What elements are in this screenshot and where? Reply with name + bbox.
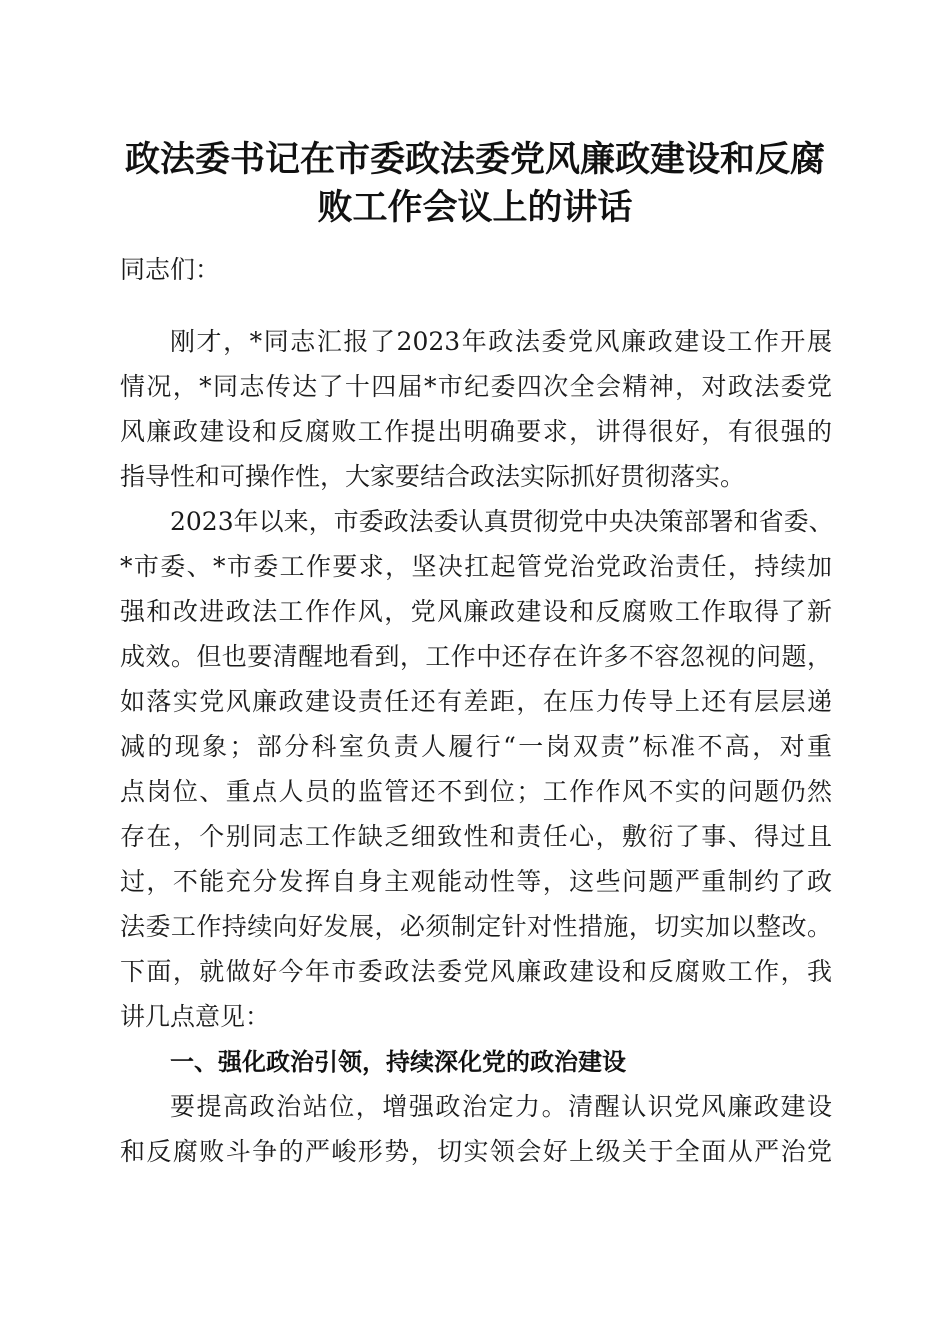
paragraph-2-line: 讲几点意见： (120, 1002, 271, 1031)
paragraph-2-line: 如落实党风廉政建设责任还有差距，在压力传导上还有层层递 (120, 687, 832, 716)
document-title-line-2: 败工作会议上的讲话 (317, 187, 633, 228)
paragraph-1-line: 情况，*同志传达了十四届*市纪委四次全会精神，对政法委党 (120, 372, 832, 401)
paragraph-2-line: 存在，个别同志工作缺乏细致性和责任心，敷衍了事、得过且 (120, 822, 832, 851)
paragraph-2-line: 2023年以来，市委政法委认真贯彻党中央决策部署和省委、 (170, 507, 834, 536)
paragraph-2-line: 下面，就做好今年市委政法委党风廉政建设和反腐败工作，我 (120, 957, 832, 986)
section-1-heading: 一、强化政治引领，持续深化党的政治建设 (170, 1048, 626, 1076)
paragraph-1-line: 刚才，*同志汇报了2023年政法委党风廉政建设工作开展 (170, 327, 832, 356)
paragraph-2-line: *市委、*市委工作要求，坚决扛起管党治党政治责任，持续加 (120, 552, 832, 581)
paragraph-1-line: 风廉政建设和反腐败工作提出明确要求，讲得很好，有很强的 (120, 417, 832, 446)
document-title-line-1: 政法委书记在市委政法委党风廉政建设和反腐 (124, 139, 825, 180)
paragraph-3-line: 和反腐败斗争的严峻形势，切实领会好上级关于全面从严治党 (120, 1137, 832, 1166)
paragraph-2-line: 法委工作持续向好发展，必须制定针对性措施，切实加以整改。 (120, 912, 832, 941)
paragraph-2-line: 强和改进政法工作作风，党风廉政建设和反腐败工作取得了新 (120, 597, 832, 626)
paragraph-2-line: 点岗位、重点人员的监管还不到位；工作作风不实的问题仍然 (120, 777, 832, 806)
paragraph-3-line: 要提高政治站位，增强政治定力。清醒认识党风廉政建设 (170, 1092, 832, 1121)
salutation: 同志们： (120, 255, 221, 284)
paragraph-2-line: 减的现象；部分科室负责人履行“一岗双责”标准不高，对重 (120, 732, 832, 761)
paragraph-2-line: 成效。但也要清醒地看到，工作中还存在许多不容忽视的问题， (120, 642, 832, 671)
paragraph-2-line: 过，不能充分发挥自身主观能动性等，这些问题严重制约了政 (120, 867, 832, 896)
paragraph-1-line: 指导性和可操作性，大家要结合政法实际抓好贯彻落实。 (120, 462, 746, 491)
